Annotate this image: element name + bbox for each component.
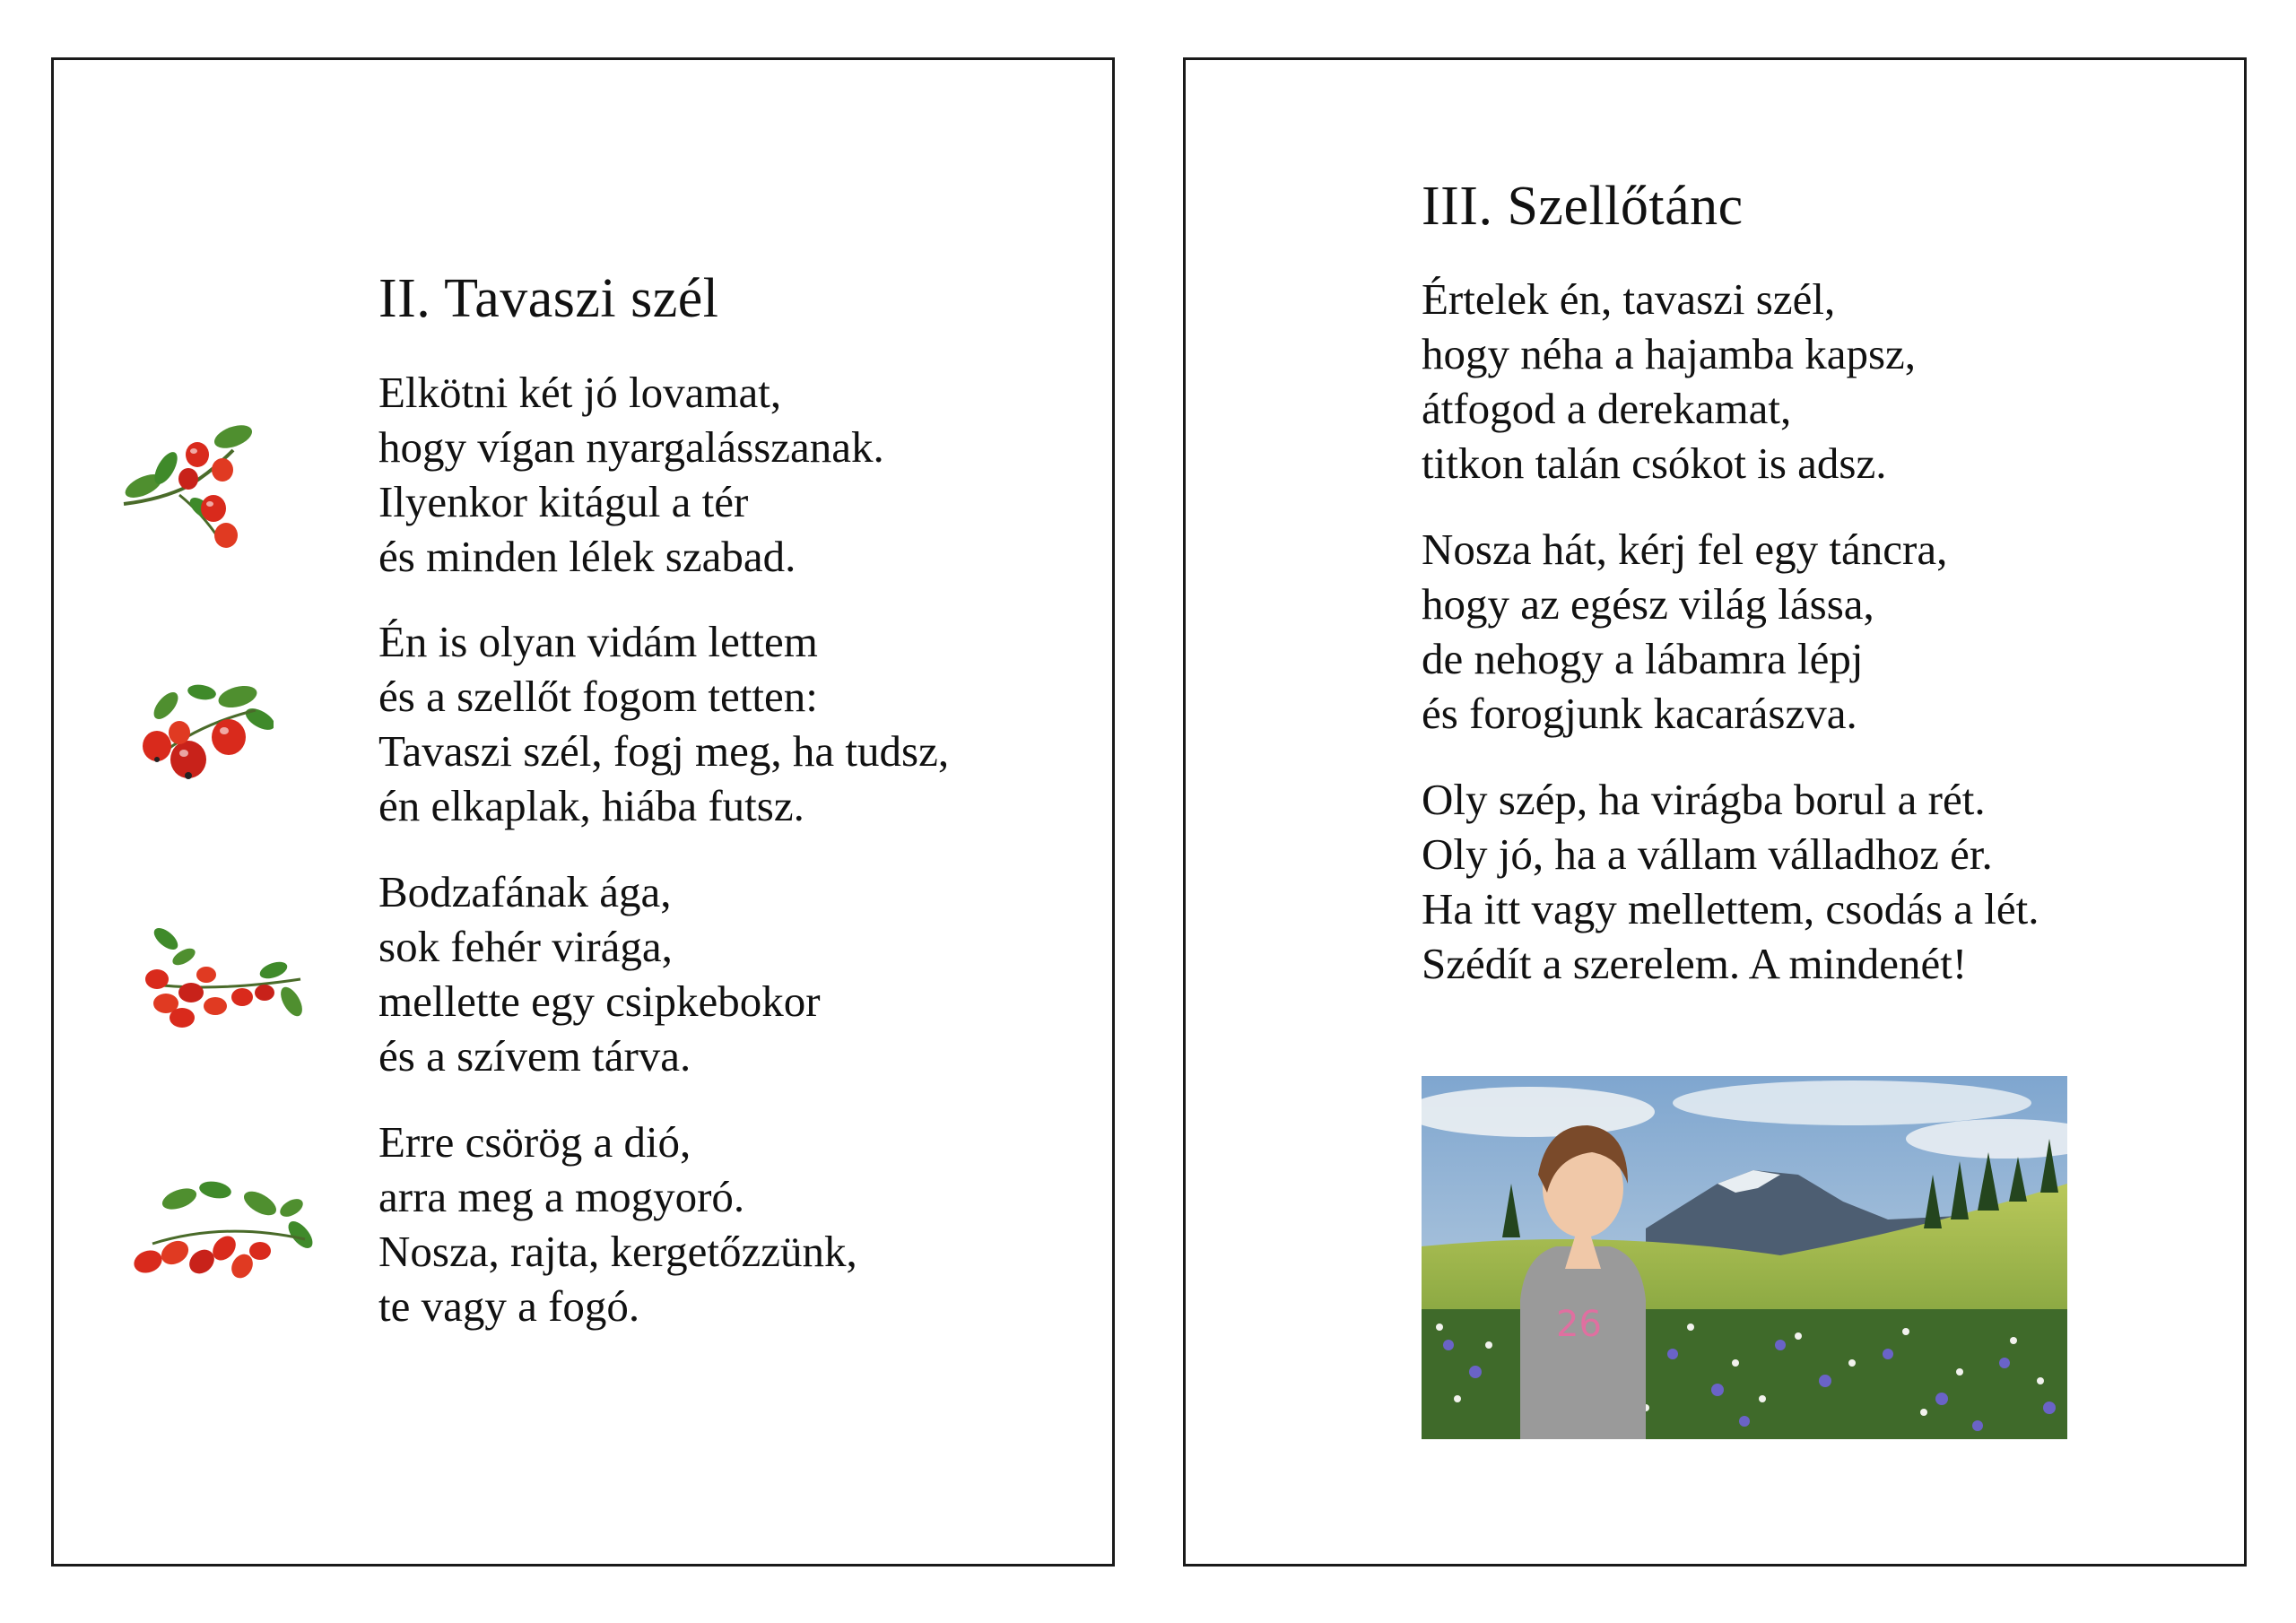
poem-line: és a szívem tárva. xyxy=(378,1031,691,1081)
poem-line: és forogjunk kacarászva. xyxy=(1422,689,1857,738)
stanza-2 xyxy=(378,614,949,833)
poem-line: titkon talán csókot is adsz. xyxy=(1422,438,1887,488)
poem-line: arra meg a mogyoró. xyxy=(378,1172,745,1221)
right-page xyxy=(1183,57,2247,1567)
poem-line: Elkötni két jó lovamat, xyxy=(378,368,782,417)
child-in-meadow-photo xyxy=(1422,1076,2067,1439)
stanza-2 xyxy=(1422,522,1947,741)
poem-line: Oly jó, ha a vállam válladhoz ér. xyxy=(1422,829,1993,879)
rosehip-bunch-icon xyxy=(126,1172,323,1298)
poem-line: Oly szép, ha virágba borul a rét. xyxy=(1422,775,1986,824)
stanza-1 xyxy=(1422,272,1916,490)
poem-line: Ilyenkor kitágul a tér xyxy=(378,477,749,526)
poem-line: Erre csörög a dió, xyxy=(378,1117,691,1167)
svg-text:26: 26 xyxy=(1556,1304,1602,1345)
rosehip-cluster-icon xyxy=(130,670,274,786)
stanza-3 xyxy=(1422,772,2039,991)
poem-line: hogy az egész világ lássa, xyxy=(1422,579,1874,629)
poem-line: mellette egy csipkebokor xyxy=(378,976,821,1026)
poem-line: Ha itt vagy mellettem, csodás a lét. xyxy=(1422,884,2039,933)
poem-line: Tavaszi szél, fogj meg, ha tudsz, xyxy=(378,726,950,776)
left-page xyxy=(51,57,1115,1567)
stanza-1 xyxy=(378,365,884,584)
rosehip-sprig-icon xyxy=(117,414,260,558)
poem-line: Értelek én, tavaszi szél, xyxy=(1422,274,1836,324)
poem-line: hogy vígan nyargalásszanak. xyxy=(378,422,884,472)
poem-line: sok fehér virága, xyxy=(378,922,673,971)
page-title: III. Szellőtánc xyxy=(1422,176,1744,237)
poem-line: és a szellőt fogom tetten: xyxy=(378,672,818,721)
stanza-3 xyxy=(378,864,821,1083)
page-title: II. Tavaszi szél xyxy=(378,268,719,329)
poem-line: Nosza hát, kérj fel egy táncra, xyxy=(1422,525,1948,574)
poem-line: te vagy a fogó. xyxy=(378,1281,640,1331)
poem-line: és minden lélek szabad. xyxy=(378,532,796,581)
poem-line: hogy néha a hajamba kapsz, xyxy=(1422,329,1917,378)
poem-line: én elkaplak, hiába futsz. xyxy=(378,781,804,830)
poem-line: Bodzafának ága, xyxy=(378,867,672,916)
poem-line: Szédít a szerelem. A mindenét! xyxy=(1422,939,1968,988)
poem-line: de nehogy a lábamra lépj xyxy=(1422,634,1864,683)
rosehip-branch-icon xyxy=(130,921,309,1046)
poem-line: Nosza, rajta, kergetőzzünk, xyxy=(378,1227,857,1276)
stanza-4 xyxy=(378,1115,857,1333)
poem-line: átfogod a derekamat, xyxy=(1422,384,1792,433)
poem-line: Én is olyan vidám lettem xyxy=(378,617,818,666)
